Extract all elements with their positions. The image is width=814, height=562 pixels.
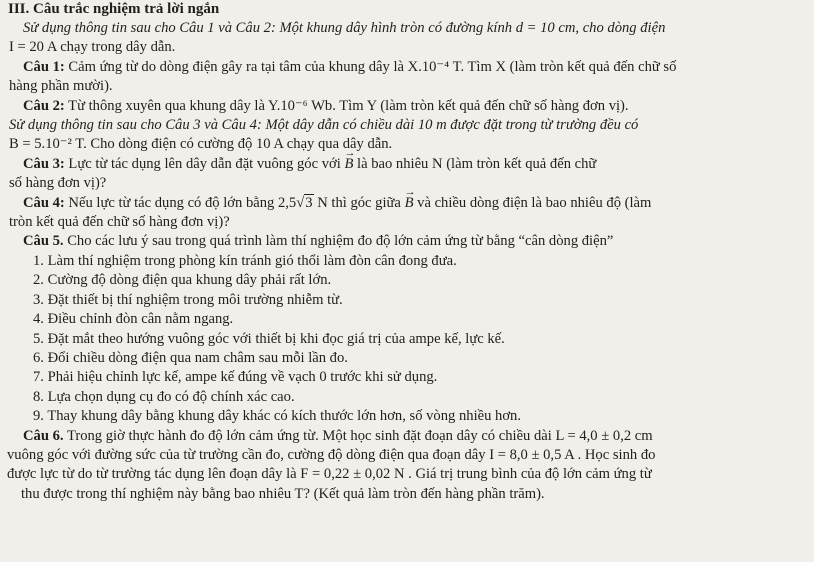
list-item: 8. Lựa chọn dụng cụ đo có độ chính xác cao. [33, 388, 295, 405]
question-6-label: Câu 6. [23, 427, 64, 444]
question-3-line2: số hàng đơn vị)? [9, 175, 107, 192]
question-6-line3: được lực từ do từ trường tác dụng lên đoạn dây là F = 0,22 ± 0,02 N . Giá trị trung bình của độ lớn cảm ứng từ [7, 466, 652, 483]
sqrt-sign: √ [296, 194, 305, 211]
question-4-text-a: Nếu lực từ tác dụng có độ lớn bằng 2,5 [68, 194, 297, 211]
list-item: 9. Thay khung dây bằng khung dây khác có kích thước lớn hơn, số vòng nhiều hơn. [33, 408, 521, 425]
list-item: 5. Đặt mắt theo hướng vuông góc với thiết bị khi đọc giá trị của ampe kế, lực kế. [33, 330, 505, 347]
intro-q1-q2-line2: I = 20 A chạy trong dây dẫn. [9, 39, 176, 56]
question-2-label: Câu 2: [23, 97, 65, 114]
list-item: 7. Phải hiệu chỉnh lực kế, ampe kế đúng về vạch 0 trước khi sử dụng. [33, 369, 438, 386]
intro-q3-q4-line2: B = 5.10⁻² T. Cho dòng điện có cường độ 10 A chạy qua dây dẫn. [9, 136, 393, 153]
question-1-line1 [3, 58, 800, 77]
question-6-line1 [3, 427, 800, 446]
question-1-text: Cảm ứng từ do dòng điện gây ra tại tâm của khung dây là X.10⁻⁴ T. Tìm X (làm tròn kết quả đến chữ số [68, 58, 677, 75]
question-6-line4: thu được trong thí nghiệm này bằng bao nhiêu T? (Kết quả làm tròn đến hàng phần trăm). [21, 485, 545, 502]
sqrt-value: 3 [305, 194, 313, 211]
section-title: III. Câu trắc nghiệm trả lời ngắn [8, 1, 220, 17]
question-4-line2: tròn kết quả đến chữ số hàng đơn vị)? [9, 214, 230, 231]
question-2-text: Từ thông xuyên qua khung dây là Y.10⁻⁶ Wb. Tìm Y (làm tròn kết quả đến chữ số hàng đơn vị). [68, 97, 629, 114]
question-3-text-a: Lực từ tác dụng lên dây dẫn đặt vuông góc với [68, 155, 341, 172]
list-item: 2. Cường độ dòng điện qua khung dây phải rất lớn. [33, 272, 332, 289]
question-3-label: Câu 3: [23, 155, 65, 172]
question-4-label: Câu 4: [23, 194, 65, 211]
intro-q3-q4-line1: Sử dụng thông tin sau cho Câu 3 và Câu 4: Một dây dẫn có chiều dài 10 m được đặt trong từ trường đều có [9, 117, 639, 134]
vector-b-symbol: → B [344, 155, 353, 174]
question-5 [3, 232, 800, 251]
question-2 [3, 97, 800, 116]
list-item: 4. Điều chỉnh đòn cân nằm ngang. [33, 311, 234, 328]
question-3-text-b: là bao nhiêu N (làm tròn kết quả đến chữ [357, 155, 597, 172]
question-4-text-b: N thì góc giữa [317, 194, 401, 211]
intro-q1-q2-line1: Sử dụng thông tin sau cho Câu 1 và Câu 2: Một khung dây hình tròn có đường kính d = 10 cm, cho dòng điện [23, 20, 666, 36]
question-1-label: Câu 1: [23, 58, 65, 75]
question-5-label: Câu 5. [23, 233, 64, 250]
question-1-line2: hàng phần mười). [9, 78, 113, 95]
question-5-text: Cho các lưu ý sau trong quá trình làm thí nghiệm đo độ lớn cảm ứng từ bằng “cân dòng điện” [67, 233, 614, 250]
list-item: 6. Đổi chiều dòng điện qua nam châm sau mỗi lần đo. [33, 349, 348, 366]
list-item: 3. Đặt thiết bị thí nghiệm trong môi trường nhiễm từ. [33, 291, 343, 308]
list-item: 1. Làm thí nghiệm trong phòng kín tránh gió thổi làm đòn cân đong đưa. [33, 252, 457, 269]
question-6-text: Trong giờ thực hành đo độ lớn cảm ứng từ. Một học sinh đặt đoạn dây có chiều dài L = 4,0 ± 0,2 cm [66, 427, 653, 444]
question-4-line1 [3, 194, 800, 213]
question-6-line2: vuông góc với đường sức của từ trường cần đo, cường độ dòng điện qua đoạn dây I = 8,0 ± 0,5 A . Học sinh đo [7, 446, 656, 463]
question-4-text-c: và chiều dòng điện là bao nhiêu độ (làm [417, 194, 652, 211]
question-3-line1 [3, 155, 800, 174]
vector-b-symbol-2: → B [405, 194, 414, 213]
